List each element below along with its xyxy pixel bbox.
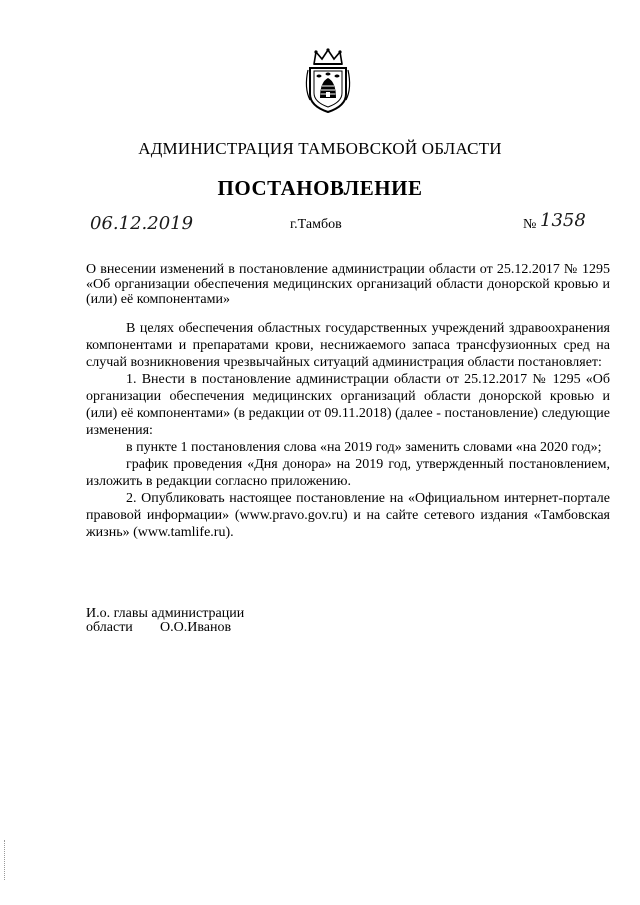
signatory-name: О.О.Иванов	[160, 620, 232, 635]
signature-block	[86, 607, 244, 635]
scan-edge-marks	[4, 840, 7, 880]
body-paragraph: 1. Внести в постановление администрации области от 25.12.2017 № 1295 «Об организации обеспечения медицинских организаций области донорской кровью и (или) её компонентами» (в редакции от 09.11.2018) (далее - постановление) следующие изменения:	[86, 372, 610, 438]
document-subject: О внесении изменений в постановление администрации области от 25.12.2017 № 1295 «Об организации обеспечения медицинских организаций области донорской кровью и (или) её компонентами»	[86, 262, 610, 307]
organization-title: АДМИНИСТРАЦИЯ ТАМБОВСКОЙ ОБЛАСТИ	[138, 139, 502, 158]
body-paragraph: график проведения «Дня донора» на 2019 год, утвержденный постановлением, изложить в редакции согласно приложению.	[86, 457, 610, 489]
body-paragraph: В целях обеспечения областных государственных учреждений здравоохранения компонентами и препаратами крови, неснижаемого запаса трансфузионных сред на случай возникновения чрезвычайных ситуаций администрация области постановляет:	[86, 321, 610, 370]
signatory-position-line2: области	[86, 620, 133, 635]
document-city: г.Тамбов	[290, 217, 342, 232]
body-paragraph: 2. Опубликовать настоящее постановление на «Официальном интернет-портале правовой информации» (www.pravo.gov.ru) и на сайте сетевого издания «Тамбовская жизнь» (www.tamlife.ru).	[86, 491, 610, 540]
body-paragraph: в пункте 1 постановления слова «на 2019 год» заменить словами «на 2020 год»;	[126, 440, 602, 455]
signatory-position-line1: И.о. главы администрации	[86, 606, 245, 621]
document-number-label: №	[523, 217, 537, 232]
coat-of-arms-icon	[302, 48, 354, 114]
document-type-title: ПОСТАНОВЛЕНИЕ	[217, 176, 423, 200]
document-number: 1358	[540, 210, 586, 231]
document-body	[86, 320, 610, 541]
document-date: 06.12.2019	[90, 213, 194, 234]
